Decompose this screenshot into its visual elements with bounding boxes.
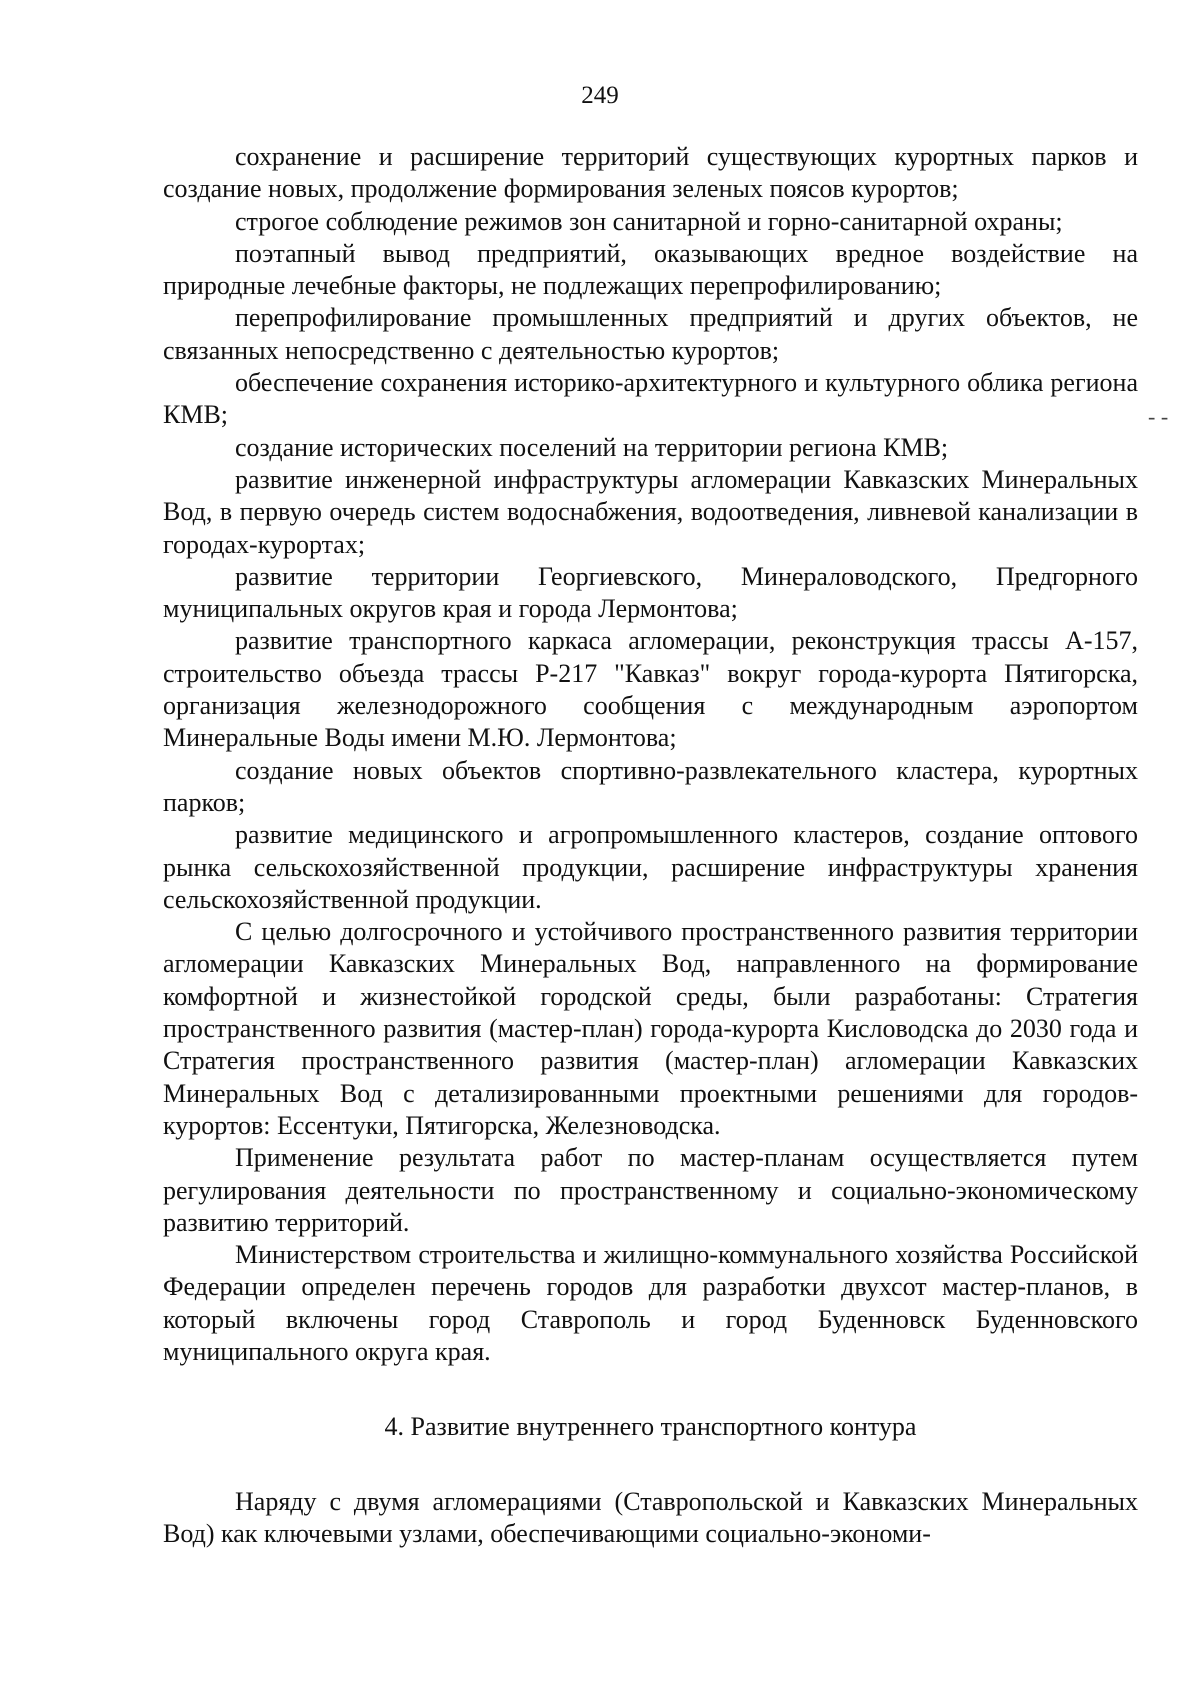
paragraph: Министерством строительства и жилищно-коммунального хозяйства Российской Федерации определен перечень городов для разработки двухсот мастер-планов, в который включены город Ставрополь и город Буденновск Буденновского муниципального округа края. (163, 1240, 1138, 1366)
paragraph: создание новых объектов спортивно-развлекательного кластера, курортных парков; (163, 755, 1138, 817)
section-heading: 4. Развитие внутреннего транспортного контура (384, 1412, 917, 1441)
paragraph: развитие медицинского и агропромышленного кластеров, создание оптового рынка сельскохозяйственной продукции, расширение инфраструктуры хранения сельскохозяйственной продукции. (163, 820, 1138, 914)
paragraph: обеспечение сохранения историко-архитектурного и культурного облика региона КМВ; (163, 368, 1138, 430)
paragraph: сохранение и расширение территорий существующих курортных парков и создание новых, продолжение формирования зеленых поясов курортов; (163, 142, 1138, 204)
paragraph: развитие территории Георгиевского, Минераловодского, Предгорного муниципальных округов края и города Лермонтова; (163, 561, 1138, 624)
paragraph: Применение результата работ по мастер-планам осуществляется путем регулирования деятельности по пространственному и социально-экономическому развитию территорий. (163, 1143, 1138, 1237)
body-text (163, 141, 1138, 1368)
paragraph: перепрофилирование промышленных предприятий и других объектов, не связанных непосредственно с деятельностью курортов; (163, 303, 1138, 365)
paragraph: строгое соблюдение режимов зон санитарной и горно-санитарной охраны; (235, 206, 1063, 236)
paragraph: поэтапный вывод предприятий, оказывающих вредное воздействие на природные лечебные факторы, не подлежащих перепрофилированию; (163, 238, 1138, 301)
tail-text (163, 1486, 1138, 1551)
page-number: 249 (581, 82, 619, 109)
paragraph: развитие транспортного каркаса агломерации, реконструкция трассы А-157, строительство объезда трассы Р-217 "Кавказ" вокруг города-курорта Пятигорска, организация железнодорожного сообщения с международным аэропортом Минеральные Воды имени М.Ю. Лермонтова; (163, 626, 1138, 753)
paragraph: создание исторических поселений на территории региона КМВ; (235, 432, 949, 462)
paragraph: С целью долгосрочного и устойчивого пространственного развития территории агломерации Кавказских Минеральных Вод, направленного на формирование комфортной и жизнестойкой городской среды, были разработаны: Стратегия пространственного развития (мастер-план) города-курорта Кисловодска до 2030 года и Стратегия пространственного развития (мастер-план) агломерации Кавказских Минеральных Вод с детализированными проектными решениями для городов-курортов: Ессентуки, Пятигорска, Железноводска. (163, 917, 1138, 1140)
paragraph: Наряду с двумя агломерациями (Ставропольской и Кавказских Минеральных Вод) как ключевыми узлами, обеспечивающими социально-экономи- (163, 1487, 1138, 1549)
margin-mark: - - (1148, 404, 1169, 429)
paragraph: развитие инженерной инфраструктуры агломерации Кавказских Минеральных Вод, в первую очередь систем водоснабжения, водоотведения, ливневой канализации в городах-курортах; (163, 464, 1138, 559)
